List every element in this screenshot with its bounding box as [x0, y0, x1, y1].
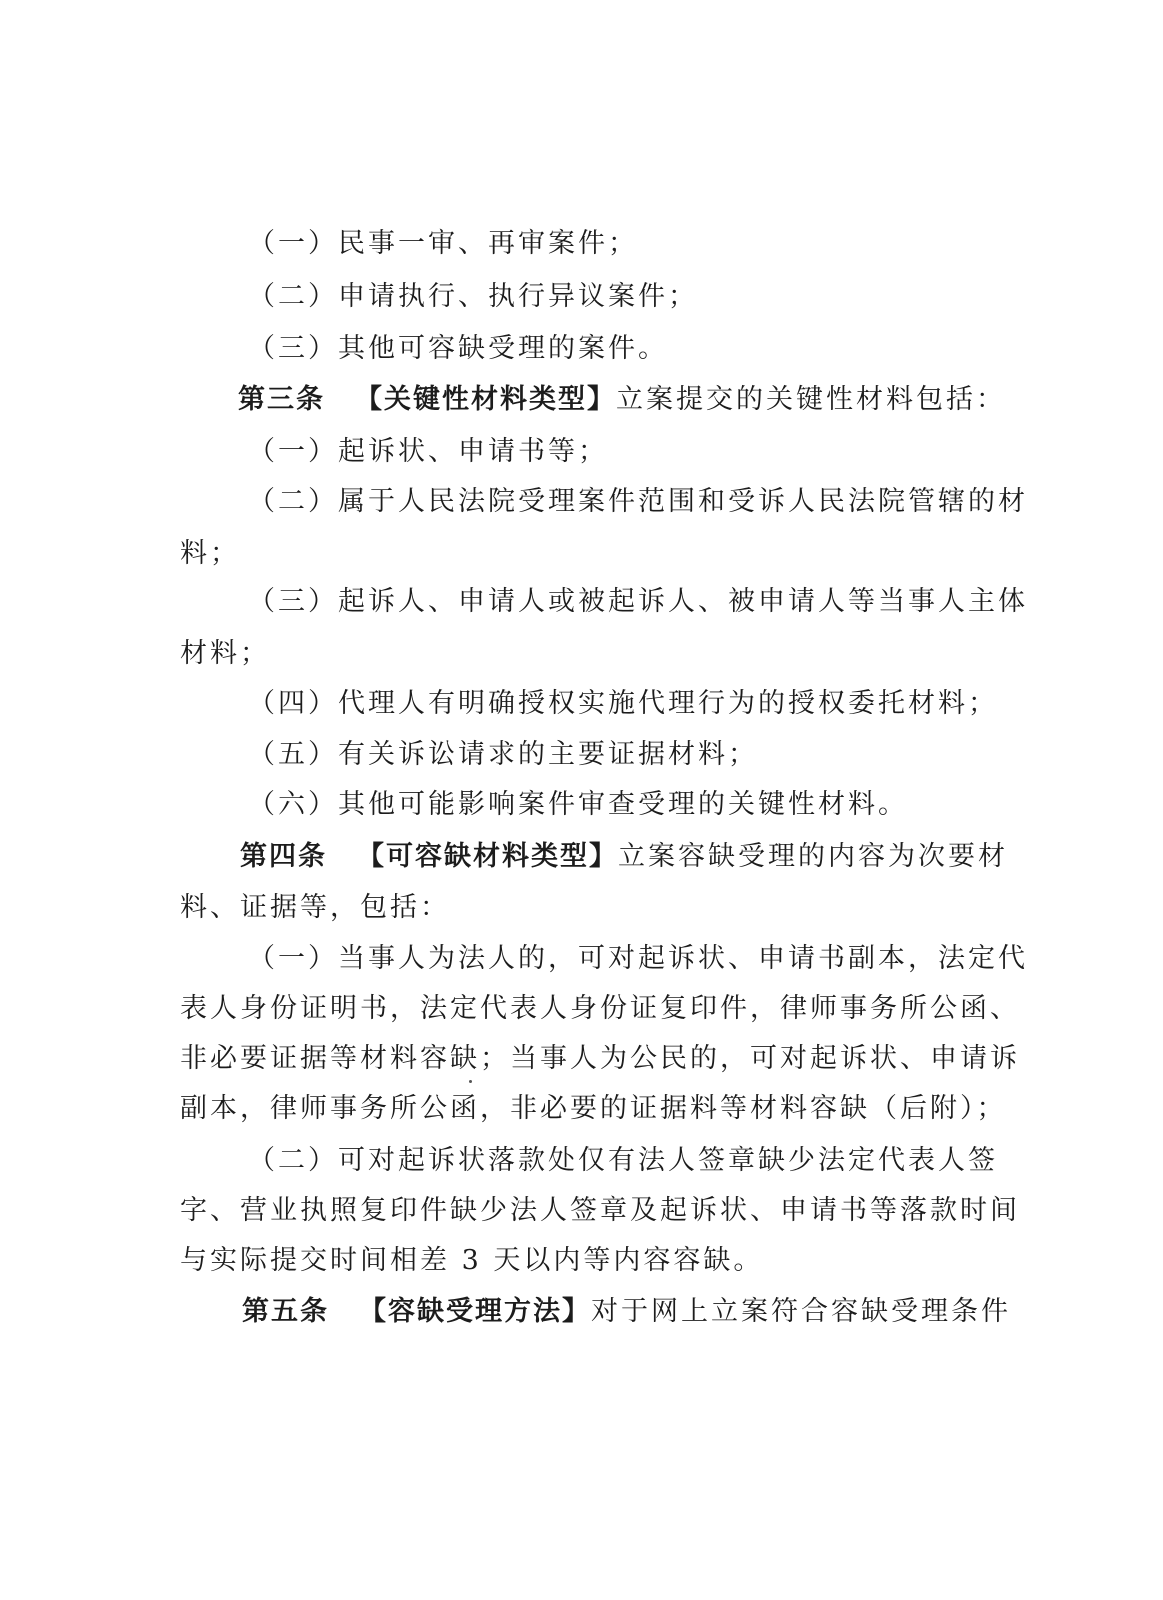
list-item: （五）有关诉讼请求的主要证据材料； — [248, 739, 758, 770]
article-5-heading — [242, 1295, 1011, 1329]
continuation-line: 非必要证据等材料容缺；当事人为公民的，可对起诉状、申请诉 — [180, 1043, 1020, 1074]
article-title: 【可容缺材料类型】 — [357, 841, 618, 872]
article-4-heading — [240, 840, 1008, 874]
list-item: （二）属于人民法院受理案件范围和受诉人民法院管辖的材 — [248, 486, 1028, 517]
article-text: 对于网上立案符合容缺受理条件 — [591, 1296, 1011, 1327]
continuation-line: 料； — [180, 538, 240, 569]
list-item: （一）民事一审、再审案件； — [248, 228, 638, 259]
article-number: 第五条 — [242, 1296, 329, 1327]
scan-speck — [469, 1080, 472, 1083]
continuation-line: 副本，律师事务所公函，非必要的证据料等材料容缺（后附）； — [180, 1093, 1007, 1124]
article-number: 第四条 — [240, 841, 327, 872]
article-text: 立案容缺受理的内容为次要材 — [618, 841, 1008, 872]
list-item: （二）可对起诉状落款处仅有法人签章缺少法定代表人签 — [248, 1145, 998, 1176]
continuation-line: 字、营业执照复印件缺少法人签章及起诉状、申请书等落款时间 — [180, 1195, 1020, 1226]
continuation-line: 料、证据等，包括： — [180, 892, 450, 923]
list-item: （一）当事人为法人的，可对起诉状、申请书副本，法定代 — [248, 943, 1028, 974]
continuation-line: 表人身份证明书，法定代表人身份证复印件，律师事务所公函、 — [180, 993, 1020, 1024]
list-item: （三）起诉人、申请人或被起诉人、被申请人等当事人主体 — [248, 586, 1028, 617]
list-item: （二）申请执行、执行异议案件； — [248, 281, 698, 312]
article-number: 第三条 — [238, 384, 325, 415]
continuation-line: 与实际提交时间相差 3 天以内等内容容缺。 — [180, 1245, 764, 1276]
continuation-line: 材料； — [180, 638, 270, 669]
list-item: （一）起诉状、申请书等； — [248, 436, 608, 467]
article-3-heading — [238, 383, 1006, 417]
article-text: 立案提交的关键性材料包括： — [616, 384, 1006, 415]
list-item: （四）代理人有明确授权实施代理行为的授权委托材料； — [248, 688, 998, 719]
article-title: 【关键性材料类型】 — [355, 384, 616, 415]
list-item: （三）其他可容缺受理的案件。 — [248, 333, 668, 364]
article-title: 【容缺受理方法】 — [359, 1296, 591, 1327]
list-item: （六）其他可能影响案件审查受理的关键性材料。 — [248, 789, 908, 820]
